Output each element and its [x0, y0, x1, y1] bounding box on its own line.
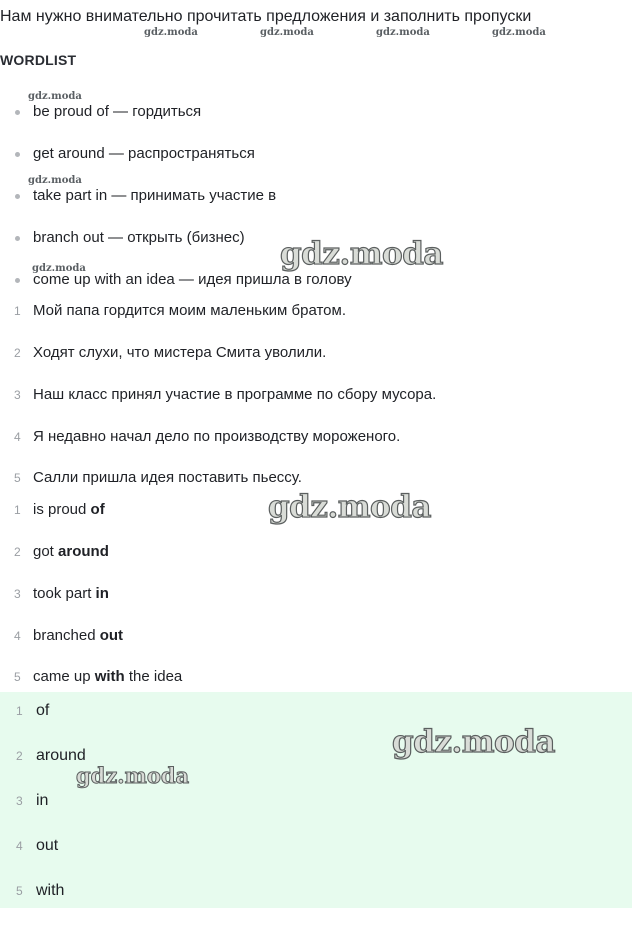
translation-text: Салли пришла идея поставить пьессу.	[33, 469, 302, 486]
form-bold: out	[99, 627, 124, 644]
list-item	[0, 467, 632, 489]
list-item	[0, 625, 632, 647]
wordlist-item: take part in — принимать участие в	[33, 187, 277, 204]
watermark: gdz.moda	[260, 27, 314, 38]
watermark: gdz.moda	[280, 236, 443, 272]
list-item	[0, 185, 632, 207]
wordlist-item: get around — распространяться	[33, 145, 255, 162]
answer-text: of	[36, 702, 50, 719]
watermark: gdz.moda	[392, 724, 555, 760]
answer-text: in	[36, 792, 49, 809]
form-after: the idea	[124, 668, 183, 685]
list-item	[0, 101, 632, 123]
form-before: took part	[33, 585, 96, 602]
wordlist-item: branch out — открыть (бизнес)	[33, 229, 245, 246]
wordlist-heading: WORDLIST	[0, 52, 77, 68]
form-before: branched	[33, 627, 100, 644]
form-before: is proud	[33, 501, 91, 518]
watermark: gdz.moda	[376, 27, 430, 38]
list-item	[0, 666, 632, 688]
list-item	[0, 300, 632, 322]
form-text	[33, 499, 105, 521]
answer-text: out	[36, 837, 59, 854]
item-number: 1	[16, 704, 23, 718]
watermark: gdz.moda	[28, 91, 82, 102]
watermark: gdz.moda	[28, 175, 82, 186]
bullet-dot	[15, 110, 20, 115]
item-number: 5	[16, 884, 23, 898]
form-before: came up	[33, 668, 95, 685]
list-item	[0, 426, 632, 448]
wordlist-item: be proud of — гордиться	[33, 103, 202, 120]
list-item	[0, 143, 632, 165]
item-number: 1	[14, 304, 21, 318]
list-item	[0, 835, 632, 857]
translation-text: Наш класс принял участие в программе по сбору мусора.	[33, 386, 437, 403]
item-number: 3	[16, 794, 23, 808]
list-item	[0, 269, 632, 291]
answer-text: around	[36, 747, 86, 764]
item-number: 3	[14, 587, 21, 601]
form-bold: around	[58, 543, 109, 560]
translation-text: Я недавно начал дело по производству мороженого.	[33, 428, 401, 445]
bullet-dot	[15, 194, 20, 199]
item-number: 5	[14, 670, 21, 684]
watermark: gdz.moda	[32, 263, 86, 274]
list-item	[0, 541, 632, 563]
form-bold: of	[90, 501, 105, 518]
list-item	[0, 880, 632, 902]
form-text	[33, 666, 182, 688]
answer-text: with	[36, 882, 65, 899]
form-text	[33, 541, 109, 563]
watermark: gdz.moda	[492, 27, 546, 38]
watermark: gdz.moda	[144, 27, 198, 38]
bullet-dot	[15, 278, 20, 283]
item-number: 2	[16, 749, 23, 763]
list-item	[0, 583, 632, 605]
bullet-dot	[15, 152, 20, 157]
item-number: 4	[16, 839, 23, 853]
list-item	[0, 384, 632, 406]
form-before: got	[33, 543, 59, 560]
intro-text: Нам нужно внимательно прочитать предложения и заполнить пропуски	[0, 8, 532, 25]
watermark: gdz.moda	[76, 763, 190, 788]
item-number: 4	[14, 430, 21, 444]
watermark: gdz.moda	[268, 489, 431, 525]
item-number: 2	[14, 346, 21, 360]
wordlist-item: come up with an idea — идея пришла в голову	[33, 271, 352, 288]
bullet-dot	[15, 236, 20, 241]
translation-text: Мой папа гордится моим маленьким братом.	[33, 302, 347, 319]
form-text	[33, 625, 123, 647]
item-number: 4	[14, 629, 21, 643]
list-item	[0, 342, 632, 364]
form-bold: in	[95, 585, 109, 602]
item-number: 5	[14, 471, 21, 485]
form-bold: with	[94, 668, 125, 685]
list-item	[0, 790, 632, 812]
form-text	[33, 583, 109, 605]
item-number: 2	[14, 545, 21, 559]
list-item	[0, 700, 632, 722]
item-number: 1	[14, 503, 21, 517]
item-number: 3	[14, 388, 21, 402]
translation-text: Ходят слухи, что мистера Смита уволили.	[33, 344, 327, 361]
